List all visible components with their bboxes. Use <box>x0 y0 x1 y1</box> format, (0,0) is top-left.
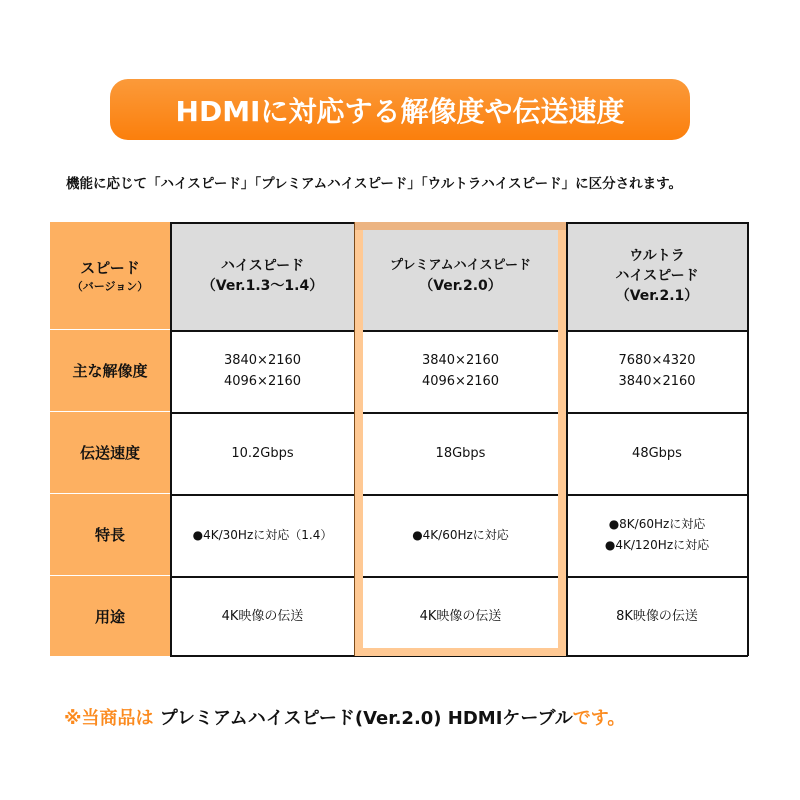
row-header-speed: 伝送速度 <box>50 412 170 494</box>
note-suffix: です。 <box>572 708 626 729</box>
column-name: プレミアムハイスピード <box>390 258 531 273</box>
cell-speed-high-speed: 10.2Gbps <box>170 412 355 494</box>
corner-header <box>50 222 170 330</box>
cell-line: 3840×2160 <box>618 374 696 389</box>
grid-line <box>170 576 748 578</box>
subtitle: 機能に応じて「ハイスピード」「プレミアムハイスピード」「ウルトラハイスピード」に区分されます。 <box>66 176 683 192</box>
note-product: プレミアムハイスピード(Ver.2.0) HDMIケーブル <box>159 708 573 729</box>
cell-resolution-ultra <box>566 330 748 412</box>
column-name-2: ハイスピード <box>615 268 699 284</box>
comparison-table <box>50 222 748 656</box>
cell-features-ultra <box>566 494 748 576</box>
corner-sub: （バージョン） <box>71 280 149 293</box>
column-version: （Ver.1.3〜1.4） <box>201 278 324 294</box>
row-header-features: 特長 <box>50 494 170 576</box>
grid-line <box>170 412 748 414</box>
column-version: （Ver.2.0） <box>419 278 502 294</box>
corner-label: スピード <box>80 259 140 277</box>
grid-line <box>566 222 568 656</box>
cell-speed-premium: 18Gbps <box>355 412 566 494</box>
cell-line: ●8K/60Hzに対応 <box>608 517 706 531</box>
column-version: （Ver.2.1） <box>615 288 699 304</box>
grid-line <box>170 655 748 657</box>
cell-features-high-speed: ●4K/30Hzに対応（1.4） <box>170 494 355 576</box>
column-header-ultra-high-speed <box>566 222 748 330</box>
grid-line <box>170 222 172 656</box>
row-header-usage: 用途 <box>50 576 170 656</box>
note-prefix: ※当商品は <box>64 708 160 729</box>
cell-resolution-high-speed <box>170 330 355 412</box>
cell-usage-high-speed: 4K映像の伝送 <box>170 576 355 656</box>
grid-line <box>170 494 748 496</box>
cell-usage-ultra: 8K映像の伝送 <box>566 576 748 656</box>
column-header-premium-high-speed <box>355 222 566 330</box>
highlight-frame-edge <box>354 222 355 656</box>
cell-line: 7680×4320 <box>618 353 696 368</box>
column-name: ハイスピード <box>220 258 305 274</box>
cell-line: 3840×2160 <box>223 353 302 368</box>
product-note <box>64 704 764 730</box>
cell-line: 3840×2160 <box>421 353 500 368</box>
grid-line <box>747 222 749 656</box>
cell-usage-premium: 4K映像の伝送 <box>355 576 566 656</box>
highlight-frame-top <box>355 222 566 230</box>
column-header-high-speed <box>170 222 355 330</box>
cell-features-premium: ●4K/60Hzに対応 <box>355 494 566 576</box>
row-header-resolution: 主な解像度 <box>50 330 170 412</box>
cell-line: 4096×2160 <box>421 374 500 389</box>
cell-line: 4096×2160 <box>223 374 302 389</box>
cell-line: ●4K/120Hzに対応 <box>604 538 710 552</box>
page-title: HDMIに対応する解像度や伝送速度 <box>110 79 690 140</box>
grid-line <box>170 330 748 332</box>
column-name: ウルトラ <box>629 248 685 264</box>
cell-resolution-premium <box>355 330 566 412</box>
cell-speed-ultra: 48Gbps <box>566 412 748 494</box>
